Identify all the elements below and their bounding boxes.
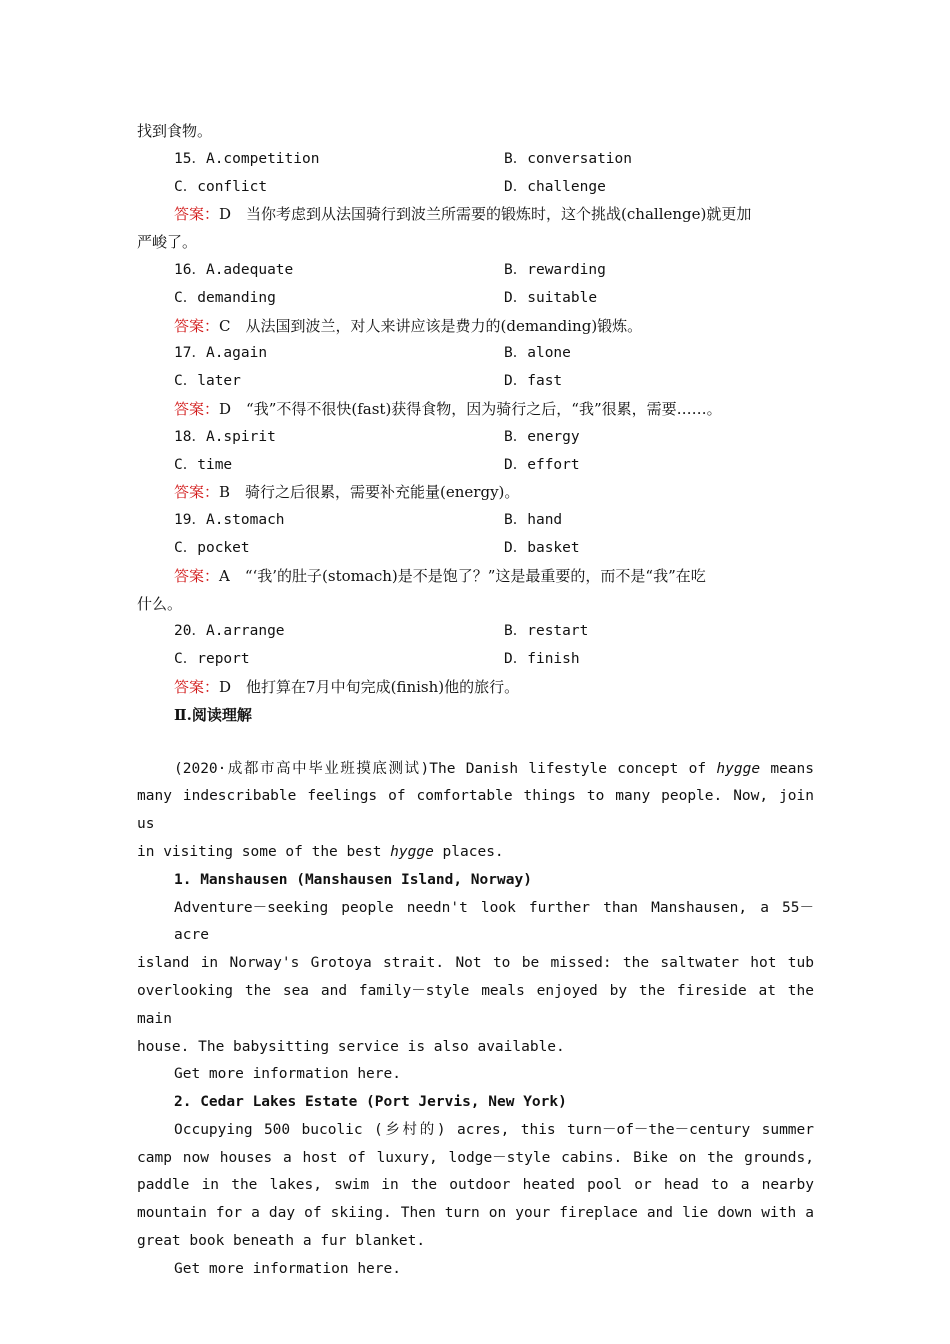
option-d: D．suitable	[504, 289, 598, 306]
question-16	[137, 257, 814, 340]
option-c: C．time	[174, 456, 233, 473]
item-heading: 2. Cedar Lakes Estate (Port Jervis, New York)	[174, 1094, 567, 1111]
item-line: camp now houses a host of luxury, lodge－style cabins. Bike on the grounds,	[137, 1149, 814, 1166]
answer-text: A “‘我’的肚子(stomach)是不是饱了？”这是最重要的，而不是“我”在吃	[219, 566, 706, 585]
question-20	[137, 618, 814, 701]
option-d: D．challenge	[504, 178, 606, 195]
item-line: island in Norway's Grotoya strait. Not to be missed: the saltwater hot tub	[137, 955, 814, 972]
question-18	[137, 424, 814, 507]
section-gap	[137, 730, 814, 756]
item-line: overlooking the sea and family－style meals enjoyed by the fireside at the main	[137, 982, 814, 1027]
answer-line	[137, 479, 814, 507]
option-d: D．finish	[504, 651, 580, 668]
intro-term: hygge	[390, 843, 434, 860]
answer-line	[137, 201, 814, 229]
answer-text: D 他打算在7月中旬完成(finish)他的旅行。	[219, 677, 520, 696]
passage-intro-line-1	[137, 756, 814, 784]
answer-text: D “我”不得不很快(fast)获得食物，因为骑行之后，“我”很累，需要……。	[219, 399, 722, 418]
option-d: D．effort	[504, 456, 580, 473]
option-b: B．restart	[504, 623, 589, 640]
answer-label: 答案：	[174, 316, 220, 335]
question-17	[137, 340, 814, 423]
option-c: C．conflict	[174, 178, 268, 195]
option-c: C．pocket	[174, 539, 250, 556]
item-line: mountain for a day of skiing. Then turn on your fireplace and lie down with a	[137, 1205, 814, 1222]
intro-tail: 找到食物。	[137, 122, 213, 140]
option-b: B．conversation	[504, 150, 632, 167]
option-b: B．rewarding	[504, 261, 606, 278]
more-info-link: Get more information here.	[174, 1260, 401, 1277]
answer-line	[137, 313, 814, 341]
option-b: B．energy	[504, 428, 580, 445]
answer-line	[137, 396, 814, 424]
intro-text: (2020·成都市高中毕业班摸底测试)The Danish lifestyle concept of	[174, 760, 717, 777]
more-info-link: Get more information here.	[174, 1066, 401, 1083]
option-a: 20．A.arrange	[174, 623, 285, 640]
answer-label: 答案：	[174, 483, 220, 502]
item-heading: 1. Manshausen (Manshausen Island, Norway)	[174, 871, 532, 888]
answer-continuation: 什么。	[137, 594, 183, 613]
section-title: Ⅱ.阅读理解	[174, 705, 252, 724]
passage-intro-line-3	[137, 839, 814, 867]
item-line: Adventure－seeking people needn't look further than Manshausen, a 55－acre	[174, 899, 814, 944]
answer-label: 答案：	[174, 399, 220, 418]
question-19	[137, 507, 814, 618]
item-line: great book beneath a fur blanket.	[137, 1233, 426, 1250]
item-line: paddle in the lakes, swim in the outdoor heated pool or head to a nearby	[137, 1177, 814, 1194]
option-d: D．basket	[504, 539, 580, 556]
answer-line	[137, 563, 814, 591]
option-a: 17．A.again	[174, 345, 268, 362]
intro-text: places.	[433, 843, 504, 860]
option-a: 19．A.stomach	[174, 512, 285, 529]
option-a: 16．A.adequate	[174, 261, 294, 278]
option-c: C．demanding	[174, 289, 276, 306]
intro-text: means	[760, 760, 814, 777]
answer-label: 答案：	[174, 566, 220, 585]
answer-label: 答案：	[174, 677, 220, 696]
answer-text: D 当你考虑到从法国骑行到波兰所需要的锻炼时，这个挑战(challenge)就更加	[219, 205, 752, 224]
passage-intro-line-2: many indescribable feelings of comfortable things to many people. Now, join us	[137, 788, 814, 833]
answer-text: B 骑行之后很累，需要补充能量(energy)。	[219, 483, 520, 502]
answer-text: C 从法国到波兰，对人来讲应该是费力的(demanding)锻炼。	[219, 316, 643, 335]
passage	[137, 756, 814, 1284]
option-b: B．hand	[504, 512, 563, 529]
option-a: 15．A.competition	[174, 150, 320, 167]
intro-text: in visiting some of the best	[137, 843, 391, 860]
answer-label: 答案：	[174, 205, 220, 224]
item-line: Occupying 500 bucolic (乡村的) acres, this turn－of－the－century summer	[174, 1121, 814, 1138]
option-c: C．later	[174, 373, 241, 390]
document-page	[137, 118, 814, 1284]
intro-term: hygge	[716, 760, 761, 777]
option-d: D．fast	[504, 373, 563, 390]
question-15	[137, 146, 814, 257]
option-a: 18．A.spirit	[174, 428, 276, 445]
item-line: house. The babysitting service is also available.	[137, 1038, 565, 1055]
option-c: C．report	[174, 651, 250, 668]
option-b: B．alone	[504, 345, 571, 362]
answer-continuation: 严峻了。	[137, 233, 198, 252]
answer-line	[137, 674, 814, 702]
